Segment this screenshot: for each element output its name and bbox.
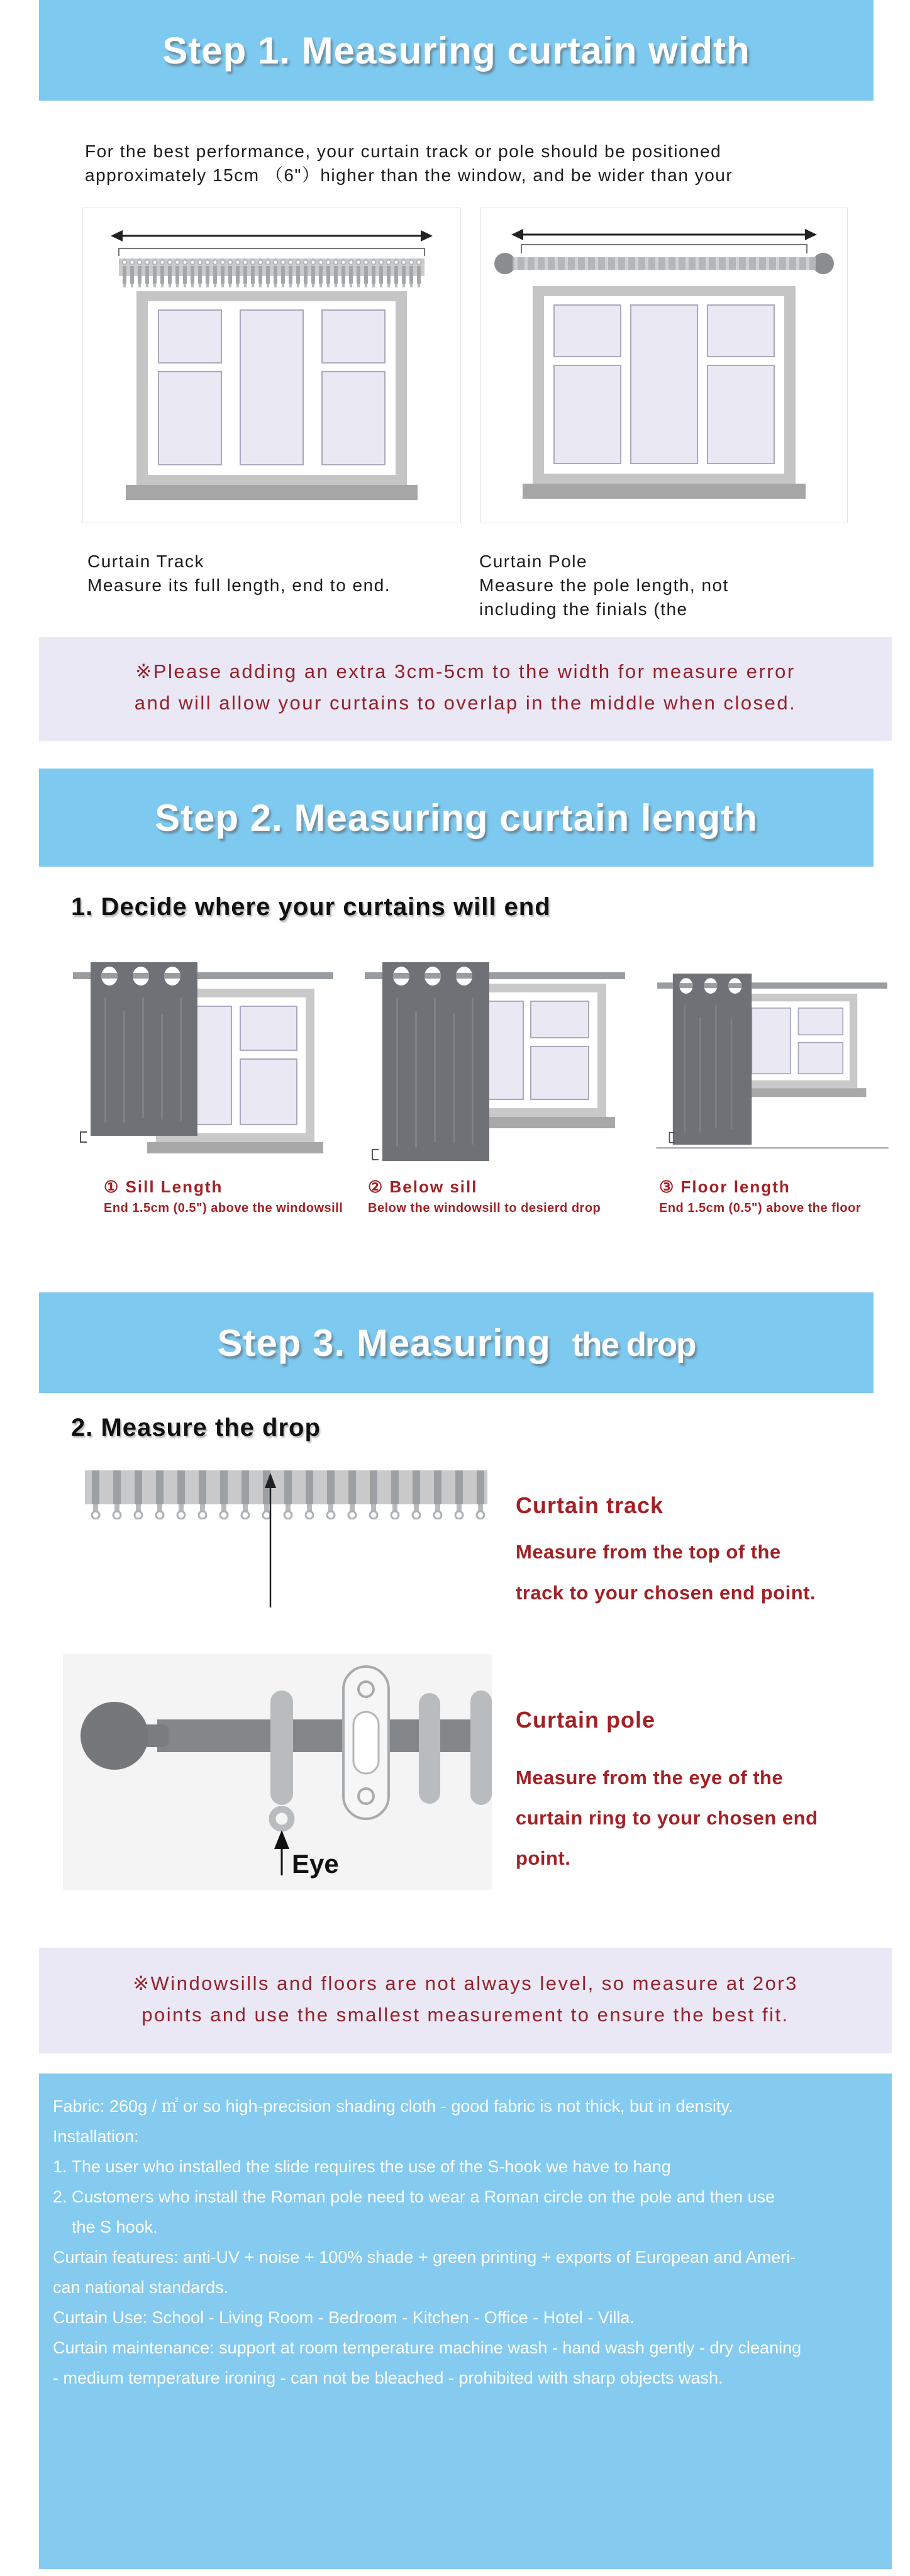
step1-banner	[39, 0, 874, 101]
sill-length-curtain-icon	[68, 953, 338, 1167]
step3-banner	[39, 1292, 874, 1393]
pole-window-illustration	[480, 208, 848, 523]
footer-line: 2. Customers who install the Roman pole need to wear a Roman circle on the pole and then use	[53, 2187, 775, 2206]
footer-line: Curtain features: anti-UV + noise + 100% shade + green printing + exports of European and Ameri-	[53, 2248, 796, 2267]
note-line: and will allow your curtains to overlap in the middle when closed.	[134, 692, 797, 714]
decide-end-heading: 1. Decide where your curtains will end	[71, 893, 551, 921]
option-desc: End 1.5cm (0.5") above the floor	[659, 1201, 862, 1215]
caption-title: Curtain Track	[87, 552, 204, 571]
option-title: ③ Floor length	[659, 1177, 791, 1196]
floor-length-curtain-icon	[653, 953, 892, 1167]
footer-line: Curtain maintenance: support at room temperature machine wash - hand wash gently - dry cleaning	[53, 2338, 802, 2357]
caption-line: Measure its full length, end to end.	[87, 575, 391, 595]
pole-drop-body	[516, 1758, 818, 1879]
step3-title	[217, 1321, 695, 1365]
level-measure-note	[39, 1948, 892, 2053]
note-line: ※Please adding an extra 3cm-5cm to the width for measure error	[135, 660, 796, 682]
pole-drop-line: point.	[516, 1847, 571, 1869]
footer-line: Installation:	[53, 2127, 139, 2146]
footer-line: 1. The user who installed the slide requires the use of the S-hook we have to hang	[53, 2157, 671, 2176]
option-title: ① Sill Length	[104, 1177, 223, 1196]
pole-drop-line: curtain ring to your chosen end	[516, 1807, 818, 1829]
footer-line: can national standards.	[53, 2278, 229, 2297]
step3-title-sub: the drop	[572, 1326, 696, 1363]
product-details-footer	[39, 2074, 892, 2569]
caption-line: Measure the pole length, not	[479, 575, 729, 595]
width-measure-note	[39, 637, 892, 741]
measure-drop-heading: 2. Measure the drop	[71, 1414, 321, 1441]
track-window-illustration	[82, 208, 461, 523]
track-drop-line: Measure from the top of the	[516, 1541, 781, 1563]
pole-eye-arrow-icon	[63, 1654, 492, 1890]
step1-title: Step 1. Measuring curtain width	[162, 29, 750, 72]
step1-intro	[85, 140, 733, 187]
footer-line: - medium temperature ironing - can not be bleached - prohibited with sharp objects wash.	[53, 2368, 723, 2387]
step2-title: Step 2. Measuring curtain length	[155, 796, 758, 839]
note-line: points and use the smallest measurement to ensure the best fit.	[141, 2004, 789, 2026]
sill-length-illustration	[68, 953, 338, 1170]
width-arrow-pole-icon	[481, 208, 847, 523]
floor-length-illustration	[653, 953, 892, 1170]
track-drop-title: Curtain track	[516, 1492, 664, 1518]
pole-drop-line: Measure from the eye of the	[516, 1767, 784, 1789]
footer-line: Curtain Use: School - Living Room - Bedroom - Kitchen - Office - Hotel - Villa.	[53, 2308, 635, 2327]
note-line: ※Windowsills and floors are not always level, so measure at 2or3	[133, 1972, 798, 1994]
curtain-track-caption	[87, 550, 391, 597]
track-drop-body	[516, 1531, 816, 1613]
pole-drop-title: Curtain pole	[516, 1707, 656, 1733]
footer-line: the S hook.	[53, 2218, 158, 2236]
footer-line: Fabric: 260g / ㎡ or so high-precision shading cloth - good fabric is not thick, but in density.	[53, 2097, 733, 2116]
option-desc: Below the windowsill to desierd drop	[368, 1201, 601, 1215]
caption-line: including the finials (the	[479, 599, 688, 619]
step3-title-main: Step 3. Measuring	[217, 1321, 551, 1364]
drop-track-illustration	[85, 1470, 487, 1618]
eye-label: Eye	[292, 1849, 339, 1879]
track-up-arrow-icon	[85, 1470, 487, 1615]
option-title: ② Below sill	[368, 1177, 478, 1196]
option-desc: End 1.5cm (0.5") above the windowsill	[104, 1201, 343, 1215]
intro-line: For the best performance, your curtain track or pole should be positioned	[85, 142, 722, 161]
width-arrow-track-icon	[83, 208, 460, 523]
below-sill-illustration	[360, 953, 630, 1170]
step2-banner	[39, 769, 874, 867]
drop-pole-illustration	[63, 1654, 492, 1890]
below-sill-curtain-icon	[360, 953, 630, 1167]
track-drop-line: track to your chosen end point.	[516, 1582, 816, 1604]
curtain-pole-caption	[479, 550, 729, 621]
caption-title: Curtain Pole	[479, 552, 588, 571]
intro-line: approximately 15cm （6"）higher than the window, and be wider than your	[85, 165, 733, 185]
